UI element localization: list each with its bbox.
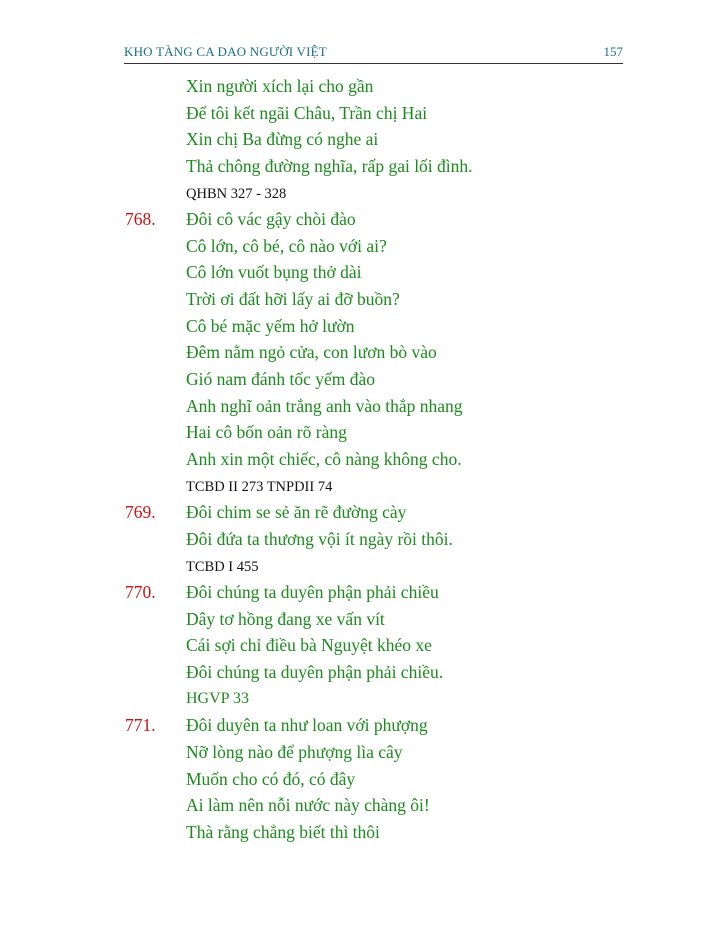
verse-line <box>0 341 723 368</box>
verse-text: Anh nghĩ oản trắng anh vào thắp nhang <box>186 395 463 416</box>
source-citation: TCBD II 273 TNPDII 74 <box>186 478 333 495</box>
verse-line <box>0 661 723 688</box>
page-header <box>124 43 623 64</box>
verse-text: Cái sợi chỉ điều bà Nguyệt khéo xe <box>186 635 432 656</box>
verse-line <box>0 208 723 235</box>
verse-line <box>0 501 723 528</box>
verse-line <box>0 714 723 741</box>
verse-text: Gió nam đánh tốc yếm đào <box>186 369 376 390</box>
verse-text: Trời ơi đất hỡi lấy ai đỡ buồn? <box>186 289 400 310</box>
verse-line <box>0 395 723 422</box>
source-citation-line <box>0 688 723 715</box>
poem-body <box>0 75 723 848</box>
verse-text: Đêm nằm ngỏ cửa, con lươn bò vào <box>186 342 437 363</box>
source-citation-line <box>0 555 723 582</box>
verse-line <box>0 528 723 555</box>
verse-text: Thà rằng chẳng biết thì thôi <box>186 821 380 842</box>
verse-text: Để tôi kết ngãi Châu, Trần chị Hai <box>186 102 428 123</box>
verse-line <box>0 794 723 821</box>
verse-line <box>0 75 723 102</box>
poem-number: 769. <box>125 502 156 523</box>
verse-text: Dây tơ hồng đang xe vấn vít <box>186 608 385 629</box>
verse-line <box>0 768 723 795</box>
page-number: 157 <box>603 44 623 59</box>
verse-line <box>0 608 723 635</box>
verse-text: Đôi duyên ta như loan với phượng <box>186 715 428 736</box>
verse-text: Xin chị Ba đừng có nghe ai <box>186 129 379 150</box>
verse-text: Đôi chúng ta duyên phận phải chiều. <box>186 662 444 683</box>
verse-line <box>0 634 723 661</box>
source-citation: TCBD I 455 <box>186 558 259 575</box>
verse-line <box>0 448 723 475</box>
verse-line <box>0 581 723 608</box>
verse-text: Ai làm nên nỗi nước này chàng ôi! <box>186 795 430 816</box>
verse-line <box>0 128 723 155</box>
verse-text: Muốn cho có đó, có đây <box>186 768 356 789</box>
verse-line <box>0 155 723 182</box>
verse-text: Đôi chúng ta duyên phận phải chiều <box>186 582 439 603</box>
verse-text: Cô lớn, cô bé, cô nào với ai? <box>186 235 387 256</box>
book-title: KHO TÀNG CA DAO NGƯỜI VIỆT <box>124 44 327 59</box>
verse-line <box>0 235 723 262</box>
verse-text: Thả chông đường nghĩa, rấp gai lối đình. <box>186 155 473 176</box>
verse-line <box>0 288 723 315</box>
source-citation-line <box>0 182 723 209</box>
verse-line <box>0 261 723 288</box>
verse-line <box>0 421 723 448</box>
verse-text: Cô bé mặc yếm hở lườn <box>186 315 355 336</box>
source-citation: QHBN 327 - 328 <box>186 185 287 202</box>
verse-text: Hai cô bốn oản rõ ràng <box>186 422 347 443</box>
verse-line <box>0 102 723 129</box>
poem-number: 770. <box>125 582 156 603</box>
verse-text: Đôi chim se sẻ ăn rẽ đường cày <box>186 502 407 523</box>
verse-line <box>0 315 723 342</box>
source-citation-line <box>0 475 723 502</box>
verse-text: Nỡ lòng nào để phượng lìa cây <box>186 742 403 763</box>
verse-line <box>0 821 723 848</box>
verse-text: Đôi đứa ta thương vội ít ngày rồi thôi. <box>186 528 453 549</box>
poem-number: 768. <box>125 209 156 230</box>
verse-text: Xin người xích lại cho gần <box>186 76 374 96</box>
poem-number: 771. <box>125 715 156 736</box>
verse-text: Đôi cô vác gậy chòi đào <box>186 209 356 230</box>
verse-text: Cô lớn vuốt bụng thở dài <box>186 262 362 283</box>
verse-line <box>0 741 723 768</box>
verse-line <box>0 368 723 395</box>
verse-text: Anh xin một chiếc, cô nàng không cho. <box>186 448 462 469</box>
source-citation: HGVP 33 <box>186 689 249 707</box>
